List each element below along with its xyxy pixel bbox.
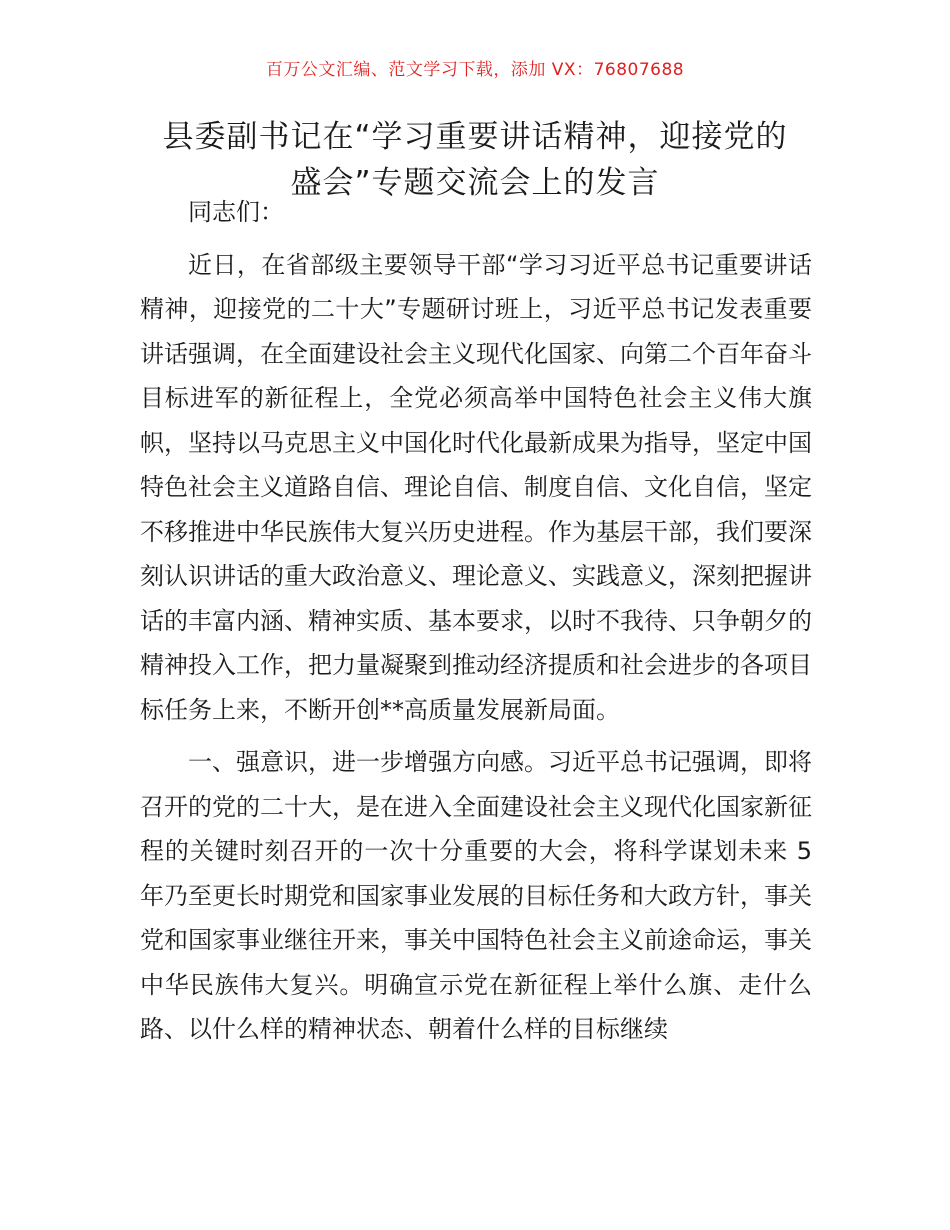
paragraph-section-1: 一、强意识，进一步增强方向感。习近平总书记强调，即将召开的党的二十大，是在进入全面建设社会主义现代化国家新征程的关键时刻召开的一次十分重要的大会，将科学谋划未来 5 年乃至更长时期党和国家事业发展的目标任务和大政方针，事关党和国家事业继往开来，事关中国特色社会主义前途命运，事关中华民族伟大复兴。明确宣示党在新征程上举什么旗、走什么路、以什么样的精神状态、朝着什么样的目标继续 xyxy=(140,748,812,1043)
watermark-header: 百万公文汇编、范文学习下载，添加 VX：76807688 xyxy=(265,60,685,80)
document-body xyxy=(140,190,812,1060)
title-line-2: 盛会”专题交流会上的发言 xyxy=(290,165,660,201)
title-line-1: 县委副书记在“学习重要讲话精神，迎接党的 xyxy=(162,119,788,155)
greeting: 同志们： xyxy=(188,198,284,226)
paragraph-intro: 近日，在省部级主要领导干部“学习习近平总书记重要讲话精神，迎接党的二十大”专题研讨班上，习近平总书记发表重要讲话强调，在全面建设社会主义现代化国家、向第二个百年奋斗目标进军的新征程上，全党必须高举中国特色社会主义伟大旗帜，坚持以马克思主义中国化时代化最新成果为指导，坚定中国特色社会主义道路自信、理论自信、制度自信、文化自信，坚定不移推进中华民族伟大复兴历史进程。作为基层干部，我们要深刻认识讲话的重大政治意义、理论意义、实践意义，深刻把握讲话的丰富内涵、精神实质、基本要求，以时不我待、只争朝夕的精神投入工作，把力量凝聚到推动经济提质和社会进步的各项目标任务上来，不断开创**高质量发展新局面。 xyxy=(140,250,812,724)
